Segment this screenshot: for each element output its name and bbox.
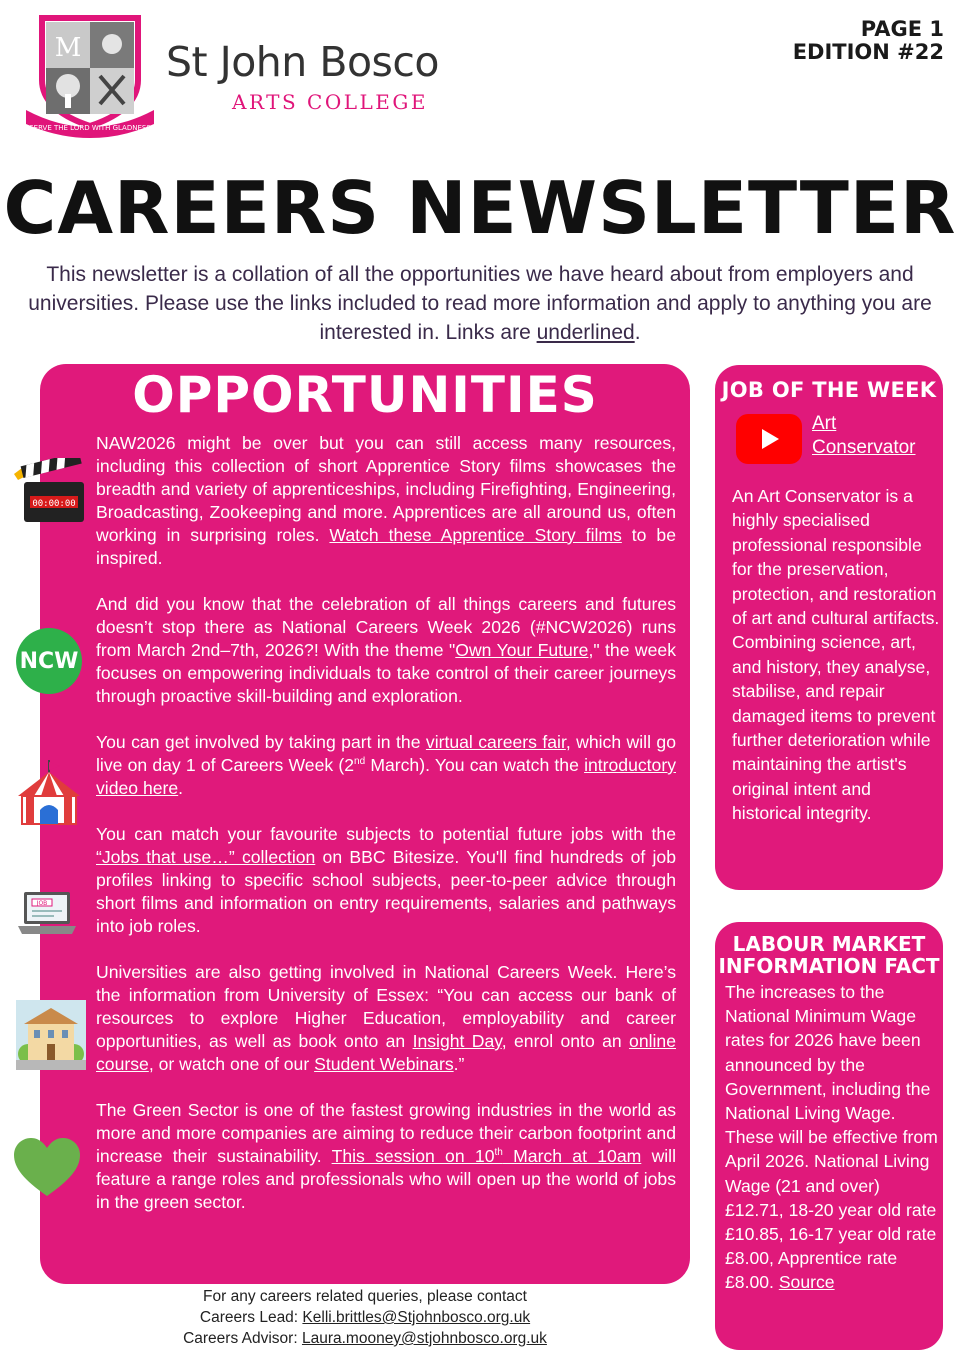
job-description: An Art Conservator is a highly specialised professional responsible for the preservation, protection, and restoration of art and cultural artifacts. Combining science, art, and history, they analyse, stabilise, and repair damaged items to prevent further deterioration while maintaining the artist's original intent and historical integrity. bbox=[732, 486, 940, 824]
p4-b: on BBC Bitesize. You'll find hundreds of job profiles linking to specific school subjects, peer-to-peer advice through short films and information on entry requirements, salaries and pathways into job roles. bbox=[96, 847, 676, 936]
opportunity-apprentice-films bbox=[96, 432, 676, 570]
careers-advisor-email-link[interactable]: Laura.mooney@stjohnbosco.org.uk bbox=[301, 1330, 547, 1347]
green-session-link-sup: th bbox=[494, 1147, 503, 1159]
green-session-link-a: This session on 10 bbox=[331, 1146, 495, 1166]
opportunity-university-essex bbox=[96, 961, 676, 1076]
student-webinars-link[interactable]: Student Webinars bbox=[314, 1054, 454, 1074]
labour-market-body: The increases to the National Minimum Wage rates for 2026 have been announced by the Government, including the National Living Wage. These will be effective from April 2026. National Living Wage (21 and over) £12.71, 18-20 year old rate £10.85, 16-17 year old rate £8.00, Apprentice rate £8.00. bbox=[725, 982, 938, 1293]
job-of-week-heading: JOB OF THE WEEK bbox=[721, 378, 937, 402]
school-crest-logo bbox=[20, 14, 160, 140]
p3-a: You can get involved by taking part in the bbox=[96, 732, 426, 752]
p3-b: , which will go live on day 1 of Careers Week (2 bbox=[96, 732, 676, 775]
labour-market-heading bbox=[715, 933, 943, 977]
opportunities-heading: OPPORTUNITIES bbox=[132, 366, 598, 424]
opportunity-green-sector bbox=[96, 1099, 676, 1214]
p2-text: And did you know that the celebration of all things careers and futures doesn’t stop there as National Careers Week 2026 (#NCW2026) runs from March 2nd–7th, 2026?! With the theme " bbox=[96, 594, 676, 660]
labour-market-heading-line2: INFORMATION FACT bbox=[718, 954, 940, 978]
labour-market-text bbox=[725, 980, 939, 1295]
labour-market-heading-line1: LABOUR MARKET bbox=[732, 932, 926, 956]
green-heart-icon bbox=[14, 1138, 80, 1198]
careers-advisor-label: Careers Advisor: bbox=[183, 1330, 302, 1347]
opportunity-virtual-fair bbox=[96, 731, 676, 800]
insight-day-link[interactable]: Insight Day bbox=[412, 1031, 502, 1051]
circus-tent-icon bbox=[14, 758, 84, 828]
p2-end: ," the week focuses on empowering individuals to take control of their career journeys through proactive skill-building and exploration. bbox=[96, 640, 676, 706]
p6-b: will feature a range roles and professionals who will open up the world of jobs in the green sector. bbox=[96, 1146, 677, 1212]
school-subtitle: ARTS COLLEGE bbox=[232, 90, 428, 114]
school-name: St John Bosco bbox=[166, 38, 440, 86]
introductory-video-link[interactable]: introductory video here bbox=[96, 755, 676, 798]
intro-paragraph bbox=[18, 260, 942, 347]
contact-footer bbox=[40, 1286, 690, 1349]
art-conservator-link-line2: Conservator bbox=[812, 437, 916, 458]
contact-intro: For any careers related queries, please contact bbox=[203, 1288, 527, 1305]
page-number: PAGE 1 bbox=[860, 17, 944, 41]
p1-text: NAW2026 might be over but you can still access many resources, including this collection of short Apprentice Story films showcases the breadth and variety of apprenticeships, including Firefighting, Engineering, Broadcasting, Zookeeping and more. Apprentices are all around us, often working in surprising roles. bbox=[96, 433, 676, 545]
p6-a: The Green Sector is one of the fastest growing industries in the world as more and more companies are aiming to reduce their carbon footprint and increase their sustainability. bbox=[96, 1100, 676, 1166]
source-link[interactable]: Source bbox=[778, 1272, 835, 1293]
crest-motto-text: SERVE THE LORD WITH GLADNESS bbox=[29, 124, 151, 132]
youtube-play-icon[interactable] bbox=[736, 414, 802, 464]
intro-underlined-link[interactable]: underlined bbox=[536, 321, 635, 344]
svg-text:M: M bbox=[54, 33, 82, 63]
careers-lead-email-link[interactable]: Kelli.brittles@Stjohnbosco.org.uk bbox=[302, 1309, 531, 1326]
university-building-icon bbox=[16, 1000, 86, 1070]
opportunities-body bbox=[96, 432, 676, 1237]
jobs-that-use-link[interactable]: “Jobs that use…” collection bbox=[96, 847, 316, 867]
intro-text: This newsletter is a collation of all the opportunities we have heard about from employers and universities. Please use the links included to read more information and apply to anything you are interested in. Links are bbox=[28, 263, 932, 344]
p3-sup: nd bbox=[354, 756, 366, 768]
p5-c: , or watch one of our bbox=[148, 1054, 315, 1074]
page-meta bbox=[793, 18, 944, 64]
careers-advisor-line bbox=[40, 1328, 690, 1349]
edition-number: EDITION #22 bbox=[792, 40, 944, 64]
laptop-job-text: JOB bbox=[36, 900, 48, 907]
clapperboard-icon bbox=[8, 458, 86, 524]
p5-d: .” bbox=[453, 1054, 465, 1074]
p1-end: to be inspired. bbox=[96, 525, 676, 568]
careers-lead-line bbox=[40, 1307, 690, 1328]
apprentice-films-link[interactable]: Watch these Apprentice Story films bbox=[329, 525, 622, 545]
careers-lead-label: Careers Lead: bbox=[199, 1309, 303, 1326]
virtual-careers-fair-link[interactable]: virtual careers fair bbox=[425, 732, 566, 752]
laptop-job-icon bbox=[16, 888, 78, 940]
p5-a: Universities are also getting involved in National Careers Week. Here’s the information from University of Essex: “You can access our bank of resources to explore Higher Education, employability and career opportunities, as well as book onto an bbox=[96, 962, 676, 1051]
newsletter-title: CAREERS NEWSLETTER bbox=[3, 166, 957, 250]
ncw-badge-icon: NCW bbox=[16, 628, 82, 694]
green-session-link[interactable] bbox=[332, 1146, 642, 1166]
p3-c: March). You can watch the bbox=[365, 755, 585, 775]
svg-text:00:00:00: 00:00:00 bbox=[32, 499, 76, 509]
green-session-link-b: March at 10am bbox=[502, 1146, 642, 1166]
p5-b: , enrol onto an bbox=[501, 1031, 630, 1051]
art-conservator-link-line1: Art bbox=[812, 413, 837, 434]
art-conservator-link[interactable] bbox=[812, 412, 932, 460]
own-your-future-link[interactable]: Own Your Future bbox=[455, 640, 589, 660]
p3-d: . bbox=[178, 778, 184, 798]
intro-end: . bbox=[634, 321, 641, 344]
opportunity-bbc-bitesize bbox=[96, 823, 676, 938]
p4-a: You can match your favourite subjects to potential future jobs with the bbox=[96, 824, 676, 844]
online-course-link[interactable]: online course bbox=[96, 1031, 676, 1074]
opportunity-careers-week bbox=[96, 593, 676, 708]
